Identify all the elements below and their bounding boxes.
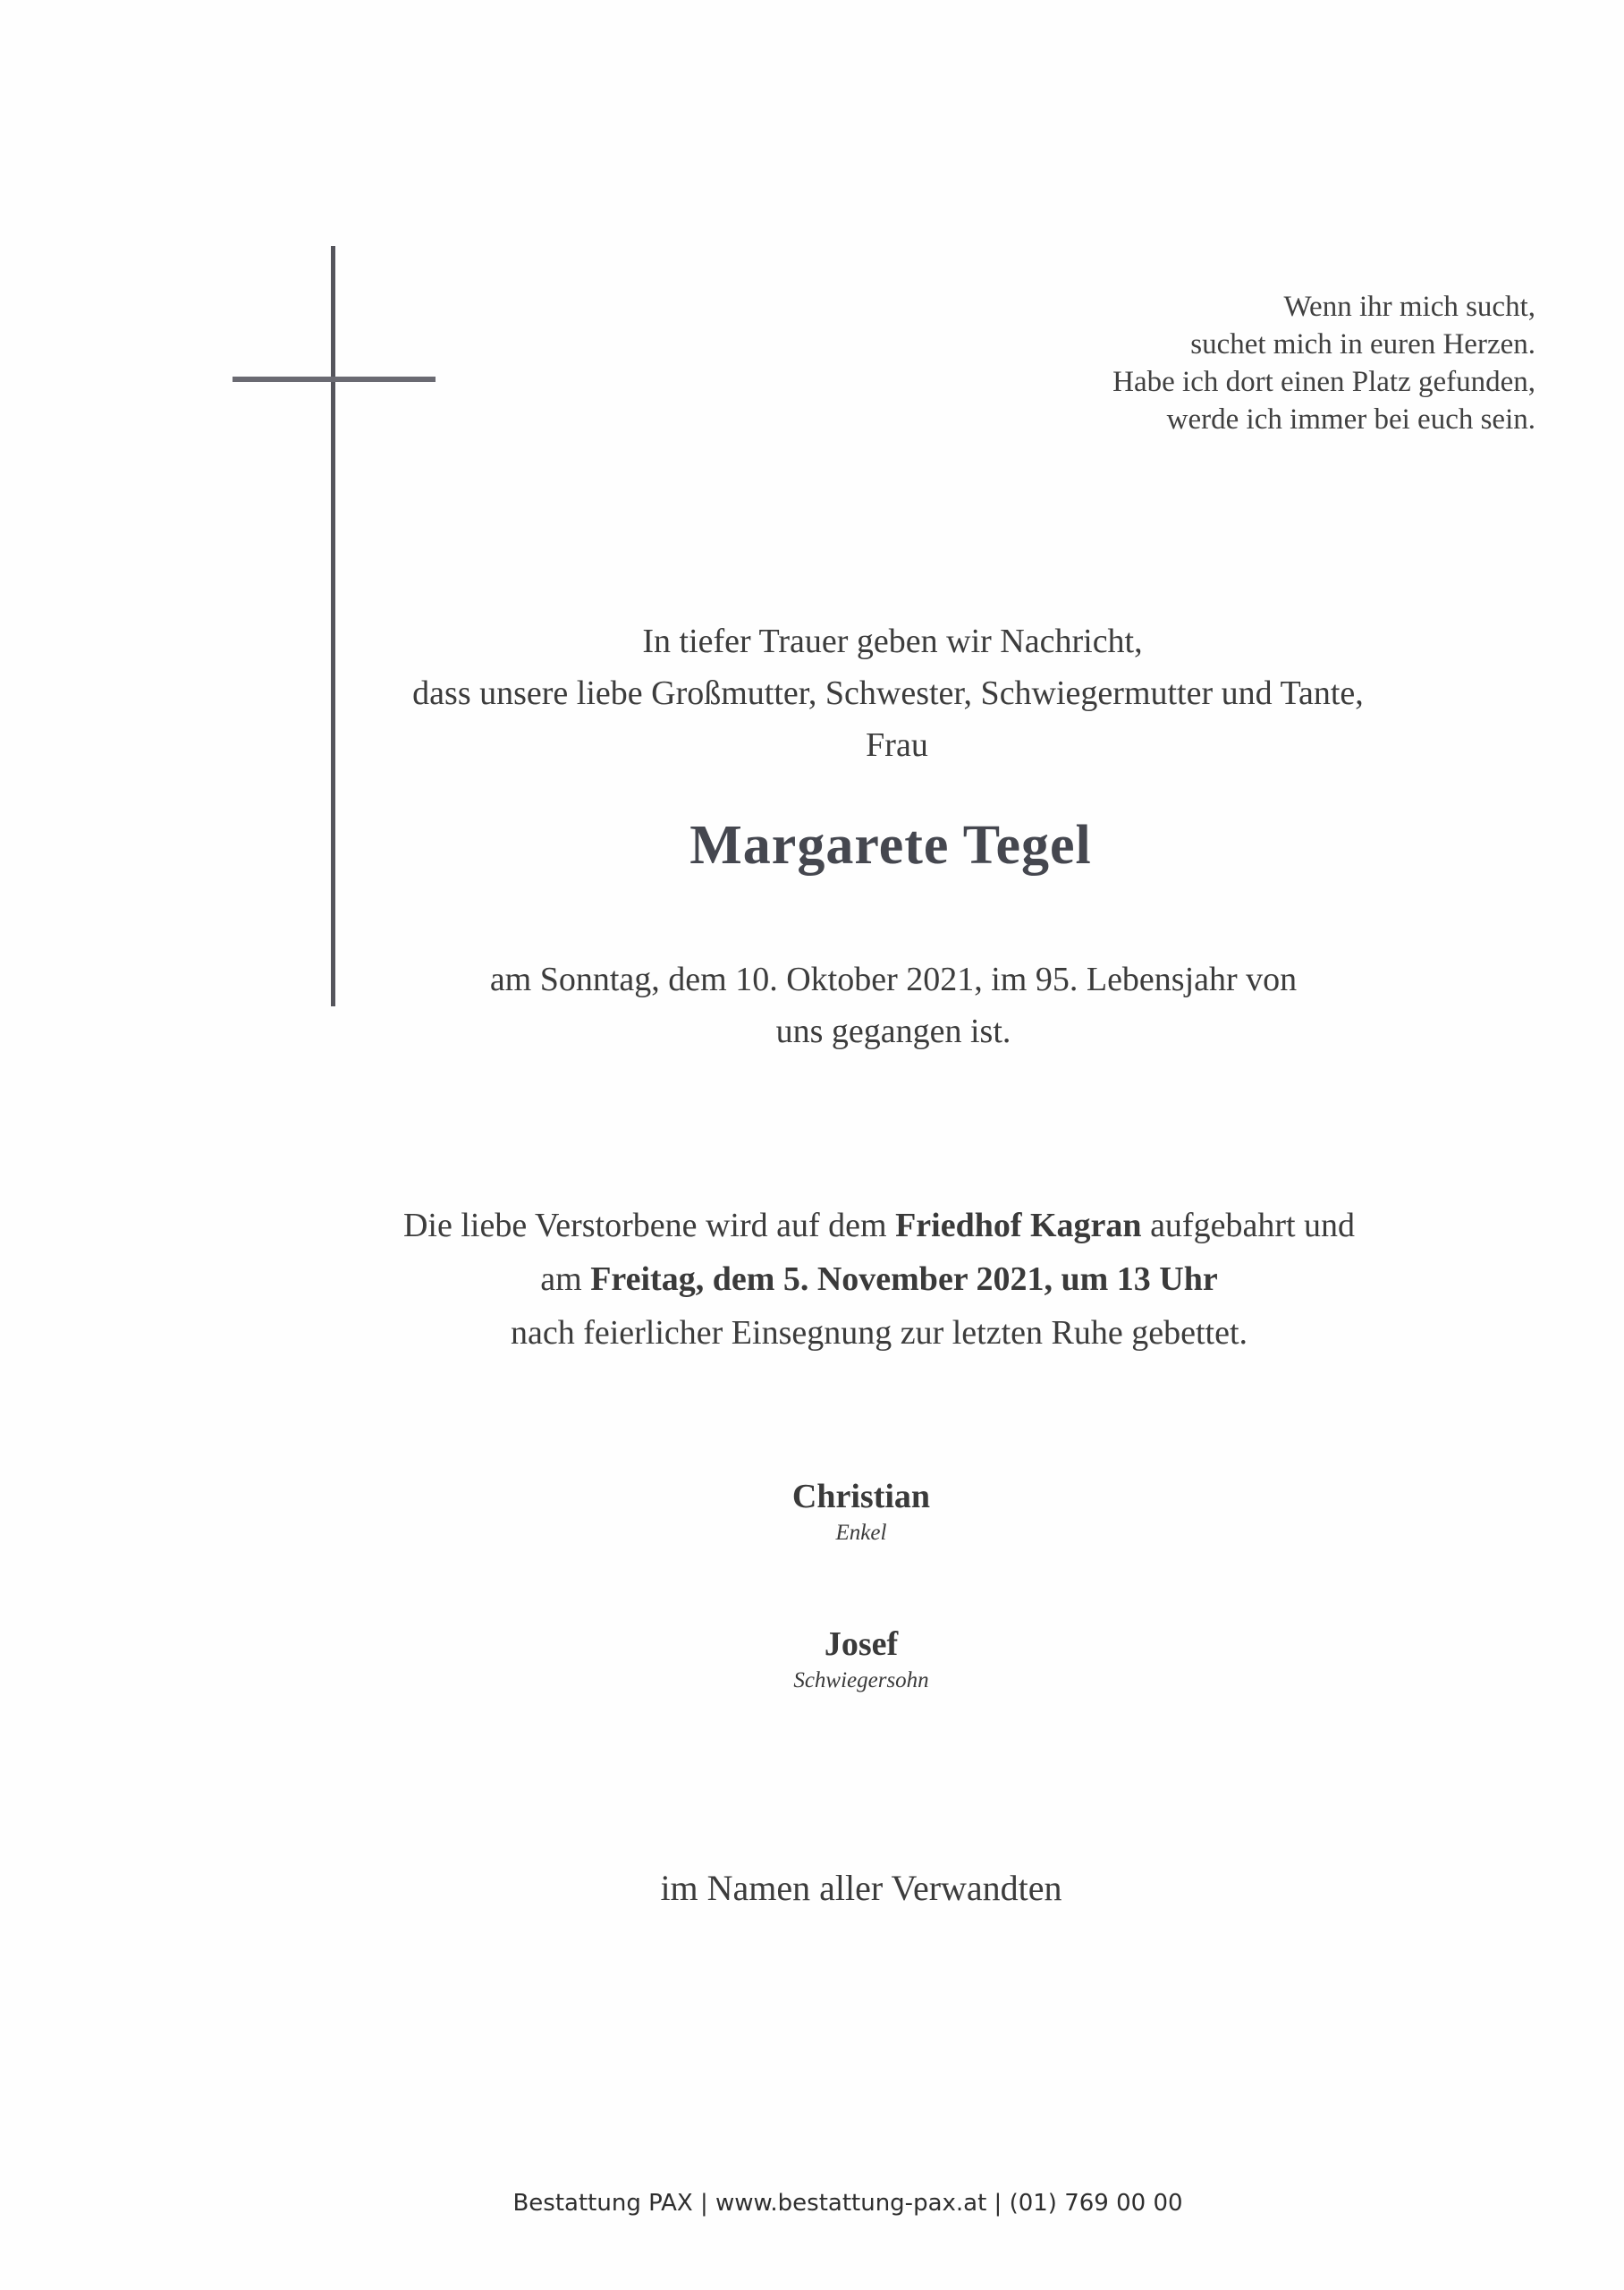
funeral-home-footer: Bestattung PAX | www.bestattung-pax.at | (01) 769 00 00 (512, 2190, 1183, 2217)
poem-line: suchet mich in euren Herzen. (1190, 328, 1535, 360)
funeral-line: nach feierlicher Einsegnung zur letzten Ruhe gebettet. (510, 1314, 1248, 1352)
closing-line: im Namen aller Verwandten (660, 1868, 1062, 1908)
intro-line: In tiefer Trauer geben wir Nachricht, (642, 623, 1143, 660)
deceased-name: Margarete Tegel (689, 815, 1092, 876)
mourner-name: Josef (824, 1625, 899, 1663)
funeral-text: am (540, 1260, 591, 1298)
mourner (0, 1624, 1624, 1697)
poem-line: werde ich immer bei euch sein. (1166, 403, 1535, 436)
funeral-text: Die liebe Verstorbene wird auf dem (402, 1207, 896, 1244)
mourner-relation: Enkel (835, 1521, 887, 1545)
intro-line: dass unsere liebe Großmutter, Schwester, Schwiegermutter und Tante, (412, 674, 1364, 712)
poem (1112, 288, 1535, 438)
funeral-line (134, 1252, 1624, 1306)
funeral-text: aufgebahrt und (1141, 1207, 1356, 1244)
mourner-relation: Schwiegersohn (793, 1668, 929, 1692)
mourner (0, 1476, 1624, 1549)
funeral-details (0, 1199, 1624, 1360)
poem-line: Wenn ihr mich sucht, (1283, 291, 1535, 323)
poem-line: Habe ich dort einen Platz gefunden, (1112, 366, 1535, 398)
mourner-name: Christian (791, 1478, 931, 1515)
death-notice (0, 954, 1624, 1057)
announcement-intro (0, 615, 1624, 771)
cross-horizontal-bar (233, 377, 436, 382)
cemetery-name: Friedhof Kagran (895, 1207, 1142, 1244)
death-line: uns gegangen ist. (775, 1013, 1011, 1050)
death-line: am Sonntag, dem 10. Oktober 2021, im 95. Lebensjahr von (489, 961, 1298, 998)
funeral-line (134, 1199, 1624, 1252)
intro-line: Frau (866, 726, 928, 764)
funeral-date: Freitag, dem 5. November 2021, um 13 Uhr (590, 1260, 1218, 1298)
